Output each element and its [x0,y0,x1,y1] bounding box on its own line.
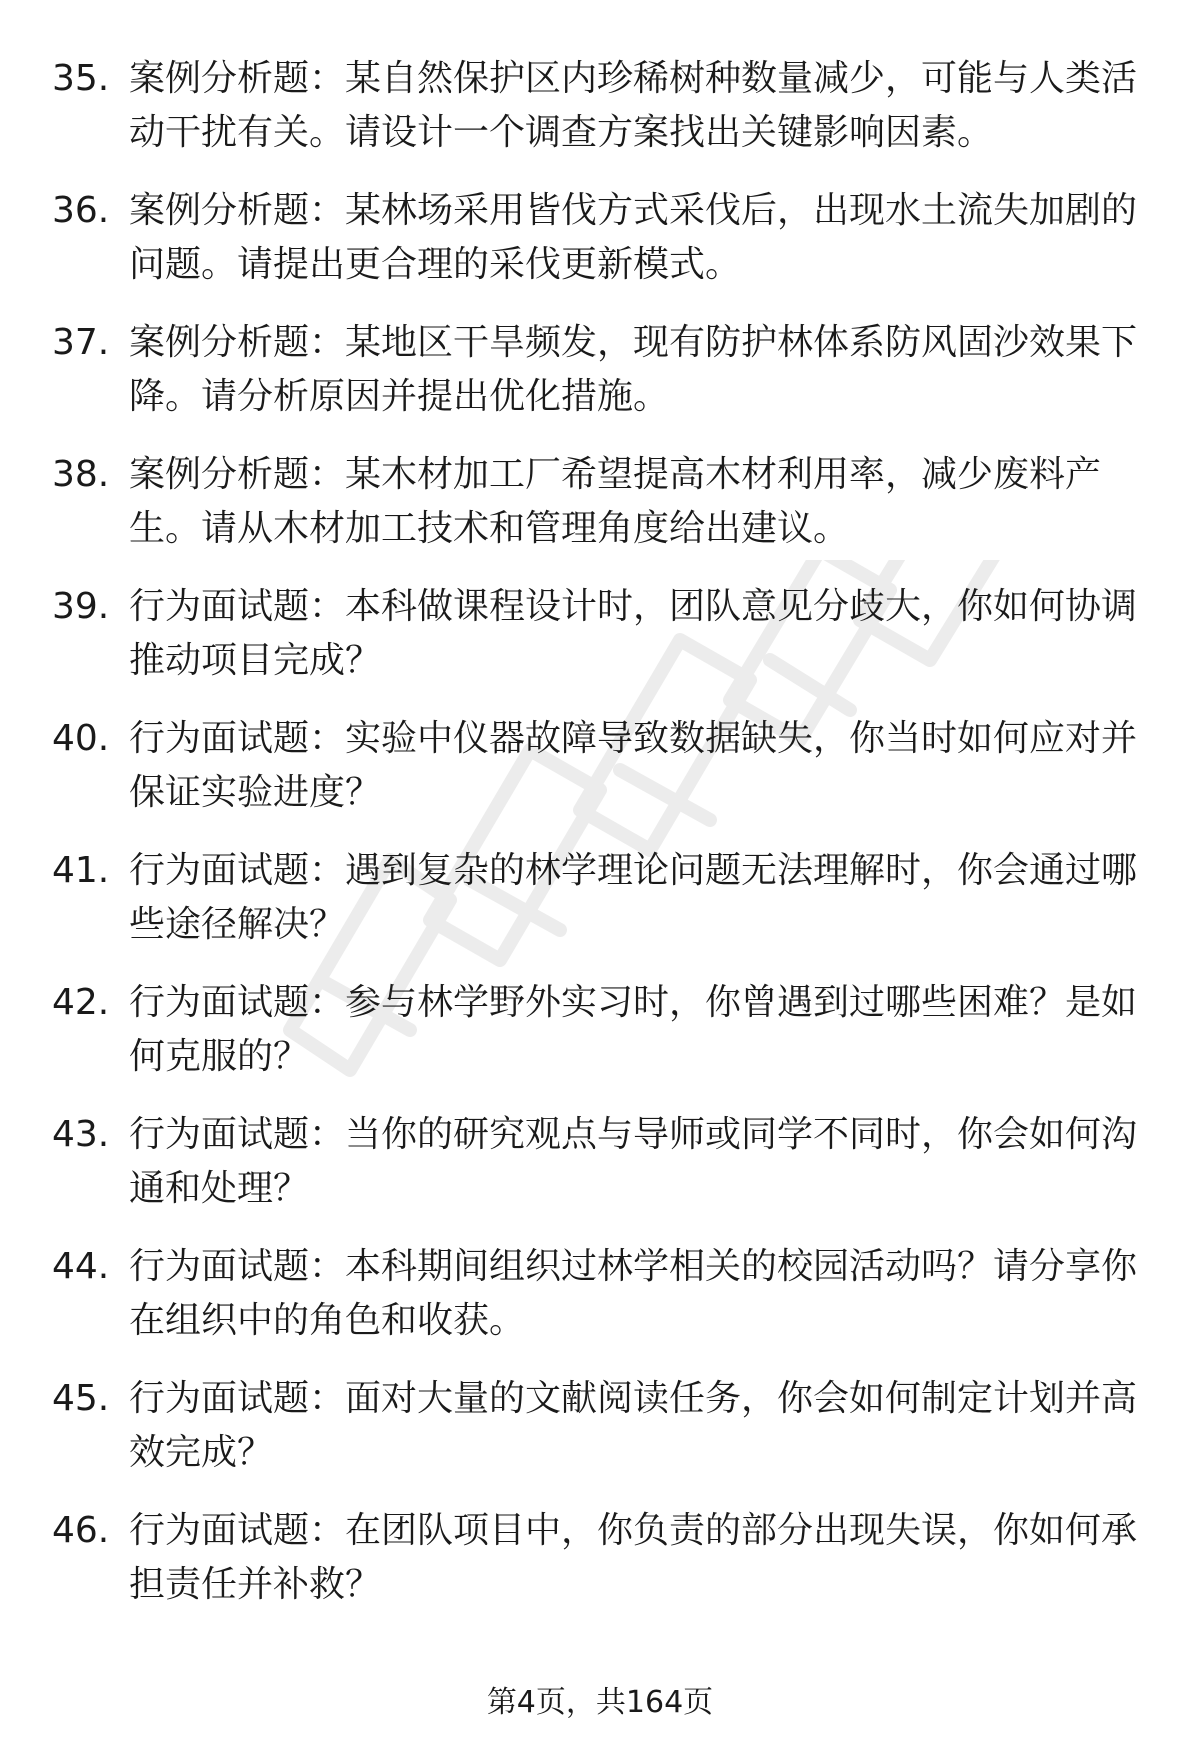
question-item [0,1108,1200,1240]
question-item [0,844,1200,976]
question-item [0,580,1200,712]
question-number: 40. [52,718,110,759]
question-text: 案例分析题：某自然保护区内珍稀树种数量减少，可能与人类活动干扰有关。请设计一个调查方案找出关键影响因素。 [129,58,1138,153]
question-item [0,52,1200,184]
question-text: 案例分析题：某林场采用皆伐方式采伐后，出现水土流失加剧的问题。请提出更合理的采伐更新模式。 [129,190,1138,285]
question-number: 35. [52,58,110,99]
question-item [0,1240,1200,1372]
question-item [0,316,1200,448]
question-number: 42. [52,982,110,1023]
question-number: 41. [52,850,110,891]
question-text: 行为面试题：参与林学野外实习时，你曾遇到过哪些困难？是如何克服的？ [129,982,1138,1077]
question-list [0,52,1200,1636]
page-number-label: 第4页，共164页 [486,1685,714,1720]
question-number: 37. [52,322,110,363]
question-item [0,184,1200,316]
question-item [0,712,1200,844]
question-number: 44. [52,1246,110,1287]
question-text: 行为面试题：面对大量的文献阅读任务，你会如何制定计划并高效完成？ [129,1378,1138,1473]
question-text: 行为面试题：本科期间组织过林学相关的校园活动吗？请分享你在组织中的角色和收获。 [129,1246,1138,1341]
question-item [0,1504,1200,1636]
question-number: 36. [52,190,110,231]
question-text: 行为面试题：在团队项目中，你负责的部分出现失误，你如何承担责任并补救？ [129,1510,1138,1605]
question-text: 行为面试题：实验中仪器故障导致数据缺失，你当时如何应对并保证实验进度？ [129,718,1138,813]
page-footer [0,1681,1200,1725]
question-number: 39. [52,586,110,627]
question-item [0,976,1200,1108]
question-number: 38. [52,454,110,495]
question-text: 案例分析题：某木材加工厂希望提高木材利用率，减少废料产生。请从木材加工技术和管理角度给出建议。 [129,454,1102,549]
question-number: 45. [52,1378,110,1419]
question-text: 案例分析题：某地区干旱频发，现有防护林体系防风固沙效果下降。请分析原因并提出优化措施。 [129,322,1138,417]
question-item [0,448,1200,580]
question-text: 行为面试题：本科做课程设计时，团队意见分歧大，你如何协调推动项目完成？ [129,586,1138,681]
question-text: 行为面试题：当你的研究观点与导师或同学不同时，你会如何沟通和处理？ [129,1114,1138,1209]
question-item [0,1372,1200,1504]
question-number: 46. [52,1510,110,1551]
question-number: 43. [52,1114,110,1155]
question-text: 行为面试题：遇到复杂的林学理论问题无法理解时，你会通过哪些途径解决？ [129,850,1138,945]
